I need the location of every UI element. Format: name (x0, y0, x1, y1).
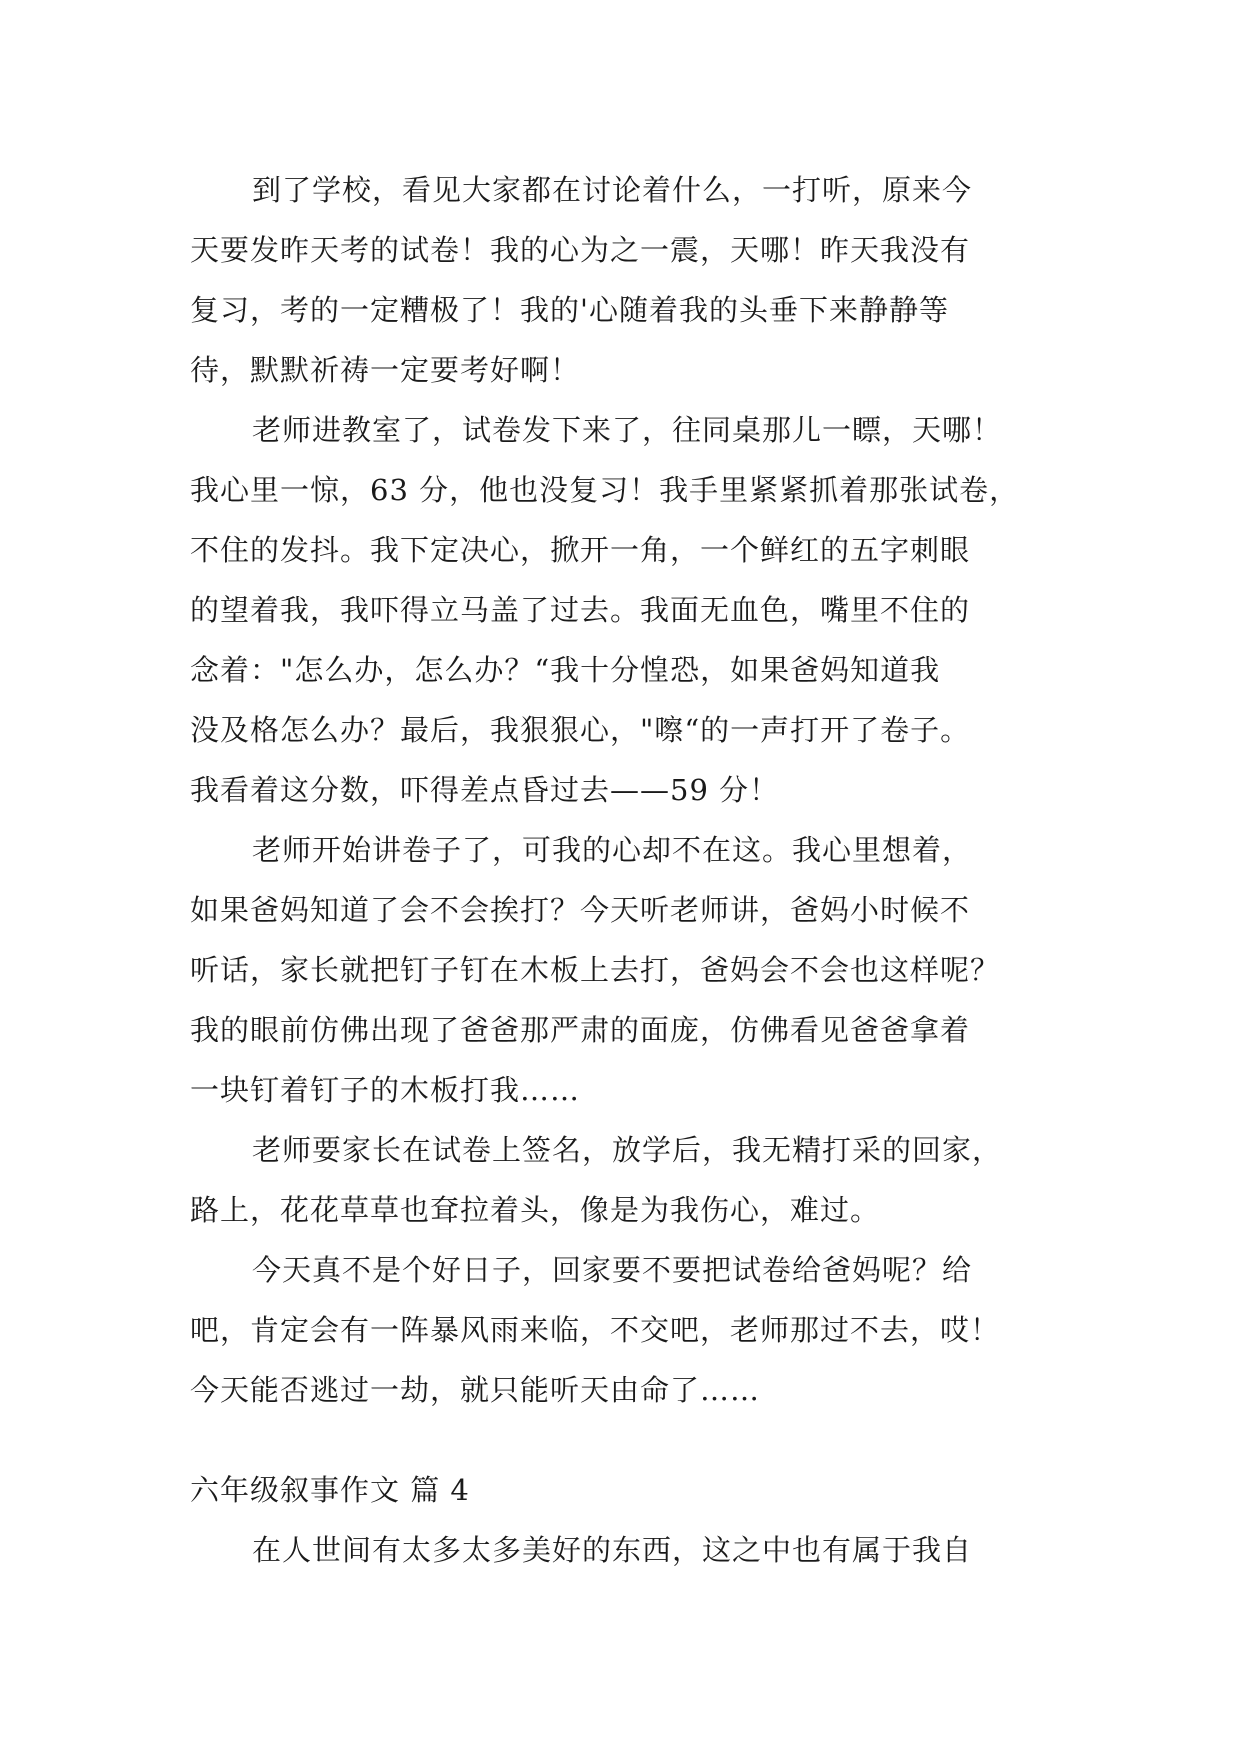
paragraph-3 (190, 820, 1070, 1120)
paragraph-5 (190, 1240, 1070, 1420)
paragraph-1 (190, 160, 1070, 400)
text-line: 我的眼前仿佛出现了爸爸那严肃的面庞，仿佛看见爸爸拿着 (190, 1013, 971, 1047)
section-heading: 六年级叙事作文 篇 4 (190, 1473, 470, 1507)
text-line: 在人世间有太多太多美好的东西，这之中也有属于我自 (252, 1533, 973, 1567)
text-line: 待，默默祈祷一定要考好啊！ (190, 353, 581, 387)
text-line: 没及格怎么办？最后，我狠狠心，"嚓“的一声打开了卷子。 (190, 713, 971, 747)
text-line: 老师开始讲卷子了，可我的心却不在这。我心里想着， (252, 833, 973, 867)
text-line: 老师进教室了，试卷发下来了，往同桌那儿一瞟，天哪！ (252, 413, 1003, 447)
text-line: 吧，肯定会有一阵暴风雨来临，不交吧，老师那过不去，哎！ (190, 1313, 1001, 1347)
text-line: 听话，家长就把钉子钉在木板上去打，爸妈会不会也这样呢？ (190, 953, 1001, 987)
text-line: 一块钉着钉子的木板打我…… (190, 1073, 581, 1107)
paragraph-6 (190, 1520, 1070, 1580)
text-line: 如果爸妈知道了会不会挨打？今天听老师讲，爸妈小时候不 (190, 893, 971, 927)
text-line: 念着："怎么办，怎么办？“我十分惶恐，如果爸妈知道我 (190, 653, 941, 687)
text-line: 的望着我，我吓得立马盖了过去。我面无血色，嘴里不住的 (190, 593, 971, 627)
text-line: 不住的发抖。我下定决心，掀开一角，一个鲜红的五字刺眼 (190, 533, 971, 567)
text-line: 今天真不是个好日子，回家要不要把试卷给爸妈呢？给 (252, 1253, 973, 1287)
paragraph-4 (190, 1120, 1070, 1240)
paragraph-2 (190, 400, 1070, 820)
text-line: 我看着这分数，吓得差点昏过去——59 分！ (190, 773, 780, 807)
text-line: 天要发昨天考的试卷！我的心为之一震，天哪！昨天我没有 (190, 233, 971, 267)
text-line: 老师要家长在试卷上签名，放学后，我无精打采的回家， (252, 1133, 1003, 1167)
text-line: 到了学校，看见大家都在讨论着什么，一打听，原来今 (252, 173, 973, 207)
text-line: 今天能否逃过一劫，就只能听天由命了…… (190, 1373, 761, 1407)
document-page (190, 160, 1070, 1580)
text-line: 路上，花花草草也耷拉着头，像是为我伤心，难过。 (190, 1193, 881, 1227)
text-line: 我心里一惊，63 分，他也没复习！我手里紧紧抓着那张试卷， (190, 473, 1020, 507)
text-line: 复习，考的一定糟极了！我的'心随着我的头垂下来静静等 (190, 293, 949, 327)
